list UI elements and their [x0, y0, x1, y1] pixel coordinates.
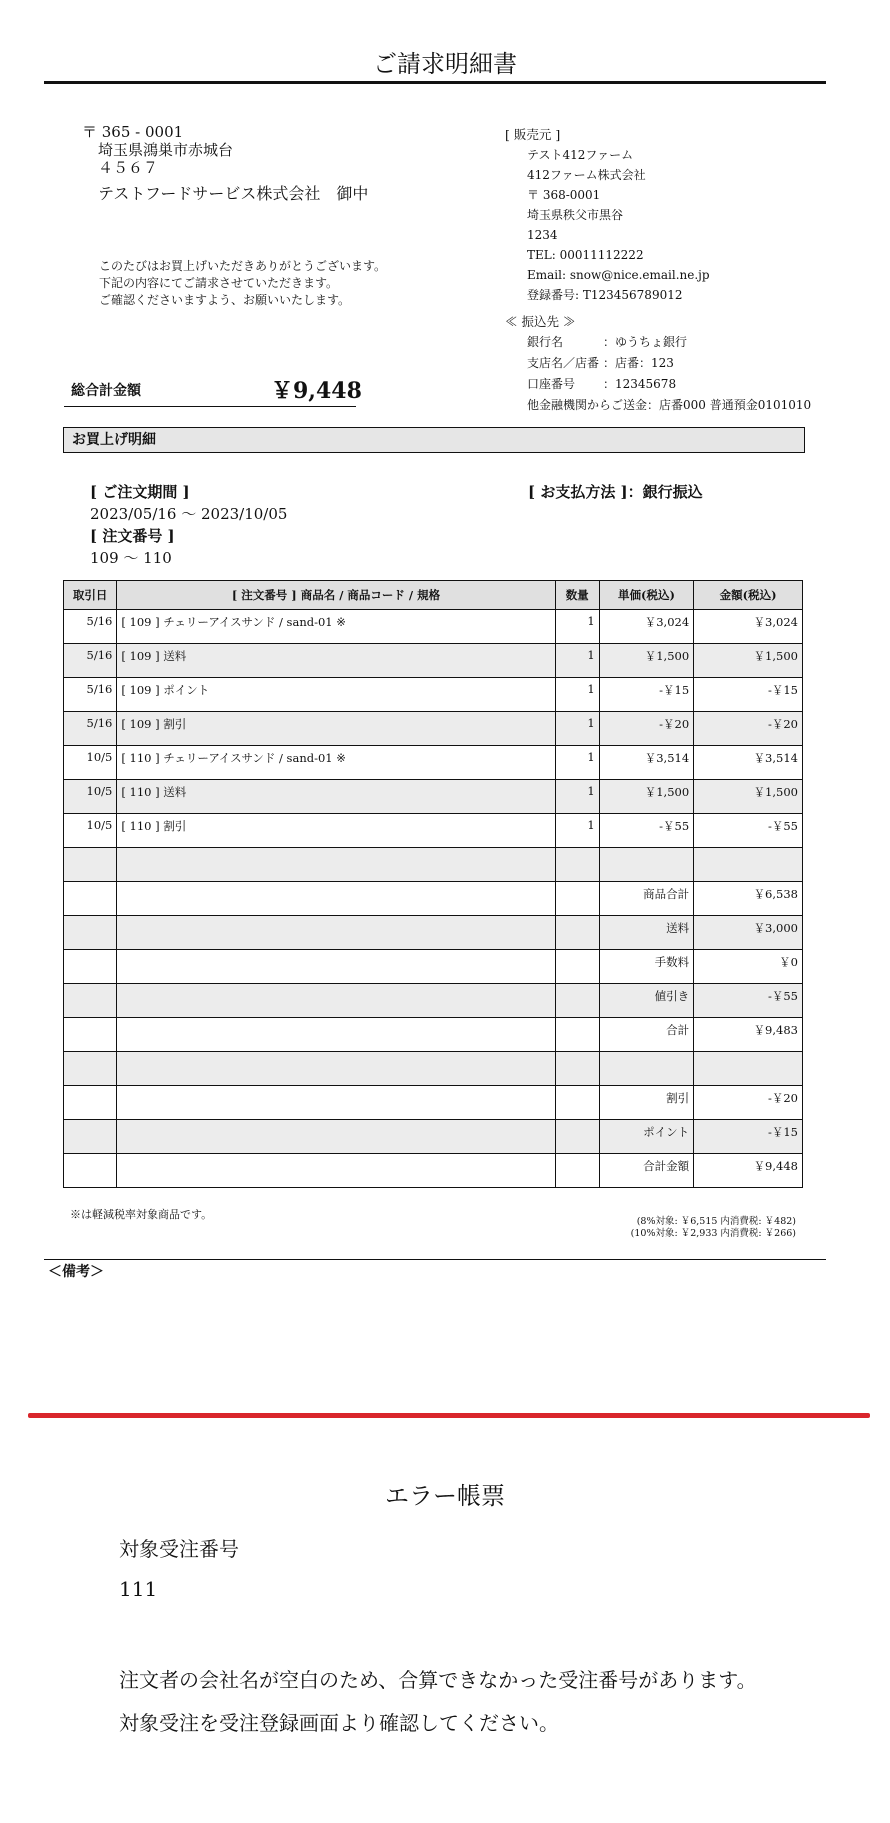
table-header-row	[64, 581, 803, 610]
greeting-line: このたびはお買上げいただきありがとうございます。	[99, 259, 387, 273]
bank-row-label: 銀行名	[527, 335, 564, 349]
summary-value: ￥3,000	[694, 916, 803, 950]
grand-total-label: 総合計金額	[71, 383, 141, 399]
seller-line: 1234	[527, 228, 558, 242]
payment-method	[528, 481, 703, 502]
summary-value: -￥55	[694, 984, 803, 1018]
bank-other: 他金融機関からご送金：店番000 普通預金0101010	[527, 398, 812, 412]
title-divider	[44, 81, 826, 84]
item-date	[64, 848, 117, 882]
customer-postal: 〒 365 - 0001	[82, 123, 184, 141]
column-header: 単価(税込)	[599, 581, 693, 610]
summary-label	[599, 1052, 693, 1086]
summary-value: ￥0	[694, 950, 803, 984]
item-name: [ 109 ] 送料	[117, 644, 555, 678]
item-amount: -￥15	[694, 678, 803, 712]
customer-address1: 埼玉県鴻巣市赤城台	[98, 141, 234, 159]
summary-value	[694, 1052, 803, 1086]
summary-row	[64, 984, 803, 1018]
bank-label: ≪ 振込先 ≫	[505, 314, 576, 329]
item-date: 5/16	[64, 712, 117, 746]
seller-registration: 登録番号: T123456789012	[527, 288, 683, 302]
item-amount: ￥3,024	[694, 610, 803, 644]
summary-value: -￥20	[694, 1086, 803, 1120]
tax-line: (8%対象: ￥6,515 内消費税: ￥482)	[636, 1216, 796, 1227]
summary-value: ￥9,483	[694, 1018, 803, 1052]
item-name: [ 109 ] ポイント	[117, 678, 555, 712]
reduced-tax-note: ※は軽減税率対象商品です。	[70, 1208, 213, 1221]
summary-label: 割引	[599, 1086, 693, 1120]
column-header: 数量	[555, 581, 599, 610]
summary-row	[64, 1086, 803, 1120]
summary-value: ￥9,448	[694, 1154, 803, 1188]
customer-address2: ４５６７	[98, 159, 159, 177]
item-name: [ 110 ] 送料	[117, 780, 555, 814]
table-row	[64, 848, 803, 882]
item-unit-price: ￥1,500	[599, 780, 693, 814]
summary-value: ￥6,538	[694, 882, 803, 916]
item-qty: 1	[555, 610, 599, 644]
tax-line: (10%対象: ￥2,933 内消費税: ￥266)	[630, 1228, 796, 1239]
item-amount: ￥3,514	[694, 746, 803, 780]
remarks-divider	[44, 1259, 826, 1260]
summary-label: 合計	[599, 1018, 693, 1052]
item-qty: 1	[555, 678, 599, 712]
item-date: 5/16	[64, 610, 117, 644]
seller-line: 412ファーム株式会社	[527, 168, 646, 182]
summary-row	[64, 1120, 803, 1154]
item-unit-price: ￥3,514	[599, 746, 693, 780]
summary-label: ポイント	[599, 1120, 693, 1154]
seller-block	[505, 124, 811, 416]
item-name: [ 109 ] チェリーアイスサンド / sand-01 ※	[117, 610, 555, 644]
table-row	[64, 746, 803, 780]
error-instruction: 対象受注を受注登録画面より確認してください。	[119, 1711, 559, 1735]
error-report-title: エラー帳票	[385, 1482, 505, 1510]
invoice-title: ご請求明細書	[373, 50, 517, 78]
summary-label: 手数料	[599, 950, 693, 984]
summary-row	[64, 882, 803, 916]
table-row	[64, 644, 803, 678]
table-row	[64, 814, 803, 848]
payment-value: ：銀行振込	[627, 483, 703, 501]
summary-label: 合計金額	[599, 1154, 693, 1188]
order-number-label: [ 注文番号 ]	[90, 527, 175, 545]
item-unit-price: -￥55	[599, 814, 693, 848]
column-header: 金額(税込)	[694, 581, 803, 610]
seller-label: [ 販売元 ]	[505, 127, 561, 142]
item-amount: -￥20	[694, 712, 803, 746]
summary-row	[64, 1154, 803, 1188]
item-date: 5/16	[64, 644, 117, 678]
payment-label: [ お支払方法 ]	[528, 483, 628, 501]
section-title: お買上げ明細	[63, 427, 805, 453]
item-date: 5/16	[64, 678, 117, 712]
greeting-line: 下記の内容にてご請求させていただきます。	[99, 276, 339, 290]
customer-company: テストフードサービス株式会社 御中	[98, 184, 369, 203]
item-name: [ 109 ] 割引	[117, 712, 555, 746]
column-header: [ 注文番号 ] 商品名 / 商品コード / 規格	[117, 581, 555, 610]
item-qty: 1	[555, 780, 599, 814]
item-qty: 1	[555, 644, 599, 678]
item-unit-price	[599, 848, 693, 882]
table-row	[64, 712, 803, 746]
summary-label: 送料	[599, 916, 693, 950]
bank-row-value: ：ゆうちょ銀行	[603, 335, 688, 349]
seller-line: 〒 368-0001	[527, 188, 601, 202]
error-message: 注文者の会社名が空白のため、合算できなかった受注番号があります。	[119, 1668, 757, 1692]
bank-row-value: ：店番：123	[603, 356, 674, 370]
greeting-line: ご確認くださいますよう、お願いいたします。	[99, 293, 351, 307]
item-name: [ 110 ] 割引	[117, 814, 555, 848]
table-row	[64, 780, 803, 814]
item-name: [ 110 ] チェリーアイスサンド / sand-01 ※	[117, 746, 555, 780]
item-qty: 1	[555, 814, 599, 848]
item-unit-price: ￥1,500	[599, 644, 693, 678]
greeting-block	[99, 258, 386, 309]
grand-total-value: ￥9,448	[271, 378, 362, 404]
item-qty: 1	[555, 712, 599, 746]
order-number: 109 ～ 110	[90, 549, 172, 567]
item-date: 10/5	[64, 780, 117, 814]
error-target-label: 対象受注番号	[119, 1537, 239, 1561]
table-row	[64, 678, 803, 712]
summary-value: -￥15	[694, 1120, 803, 1154]
summary-label: 商品合計	[599, 882, 693, 916]
items-table	[63, 580, 803, 1188]
bank-row	[527, 353, 811, 374]
error-target-number: 111	[119, 1577, 158, 1601]
summary-row	[64, 950, 803, 984]
order-info	[90, 481, 287, 569]
item-qty: 1	[555, 746, 599, 780]
seller-line: 埼玉県秩父市黒谷	[527, 208, 624, 222]
bank-row-value: ：12345678	[603, 377, 677, 391]
item-amount: ￥1,500	[694, 644, 803, 678]
seller-email: Email: snow@nice.email.ne.jp	[527, 268, 710, 282]
item-unit-price: -￥20	[599, 712, 693, 746]
table-row	[64, 610, 803, 644]
order-period-label: [ ご注文期間 ]	[90, 483, 190, 501]
item-amount	[694, 848, 803, 882]
tax-breakdown	[600, 1216, 796, 1240]
item-amount: ￥1,500	[694, 780, 803, 814]
bank-row	[527, 374, 811, 395]
item-date: 10/5	[64, 746, 117, 780]
grand-total	[64, 374, 362, 407]
item-unit-price: ￥3,024	[599, 610, 693, 644]
column-header: 取引日	[64, 581, 117, 610]
item-date: 10/5	[64, 814, 117, 848]
page-separator	[28, 1413, 870, 1418]
summary-label: 値引き	[599, 984, 693, 1018]
seller-line: テスト412ファーム	[527, 148, 634, 162]
bank-row-label: 口座番号	[527, 377, 576, 391]
item-name	[117, 848, 555, 882]
order-period: 2023/05/16 ～ 2023/10/05	[90, 505, 288, 523]
summary-row	[64, 1018, 803, 1052]
seller-line: TEL: 00011112222	[527, 248, 644, 262]
item-amount: -￥55	[694, 814, 803, 848]
remarks-label: ＜備考＞	[48, 1264, 104, 1280]
bank-row	[527, 332, 811, 353]
item-qty	[555, 848, 599, 882]
item-unit-price: -￥15	[599, 678, 693, 712]
customer-block	[82, 123, 368, 203]
summary-row	[64, 1052, 803, 1086]
summary-row	[64, 916, 803, 950]
bank-row-label: 支店名／店番	[527, 356, 600, 370]
